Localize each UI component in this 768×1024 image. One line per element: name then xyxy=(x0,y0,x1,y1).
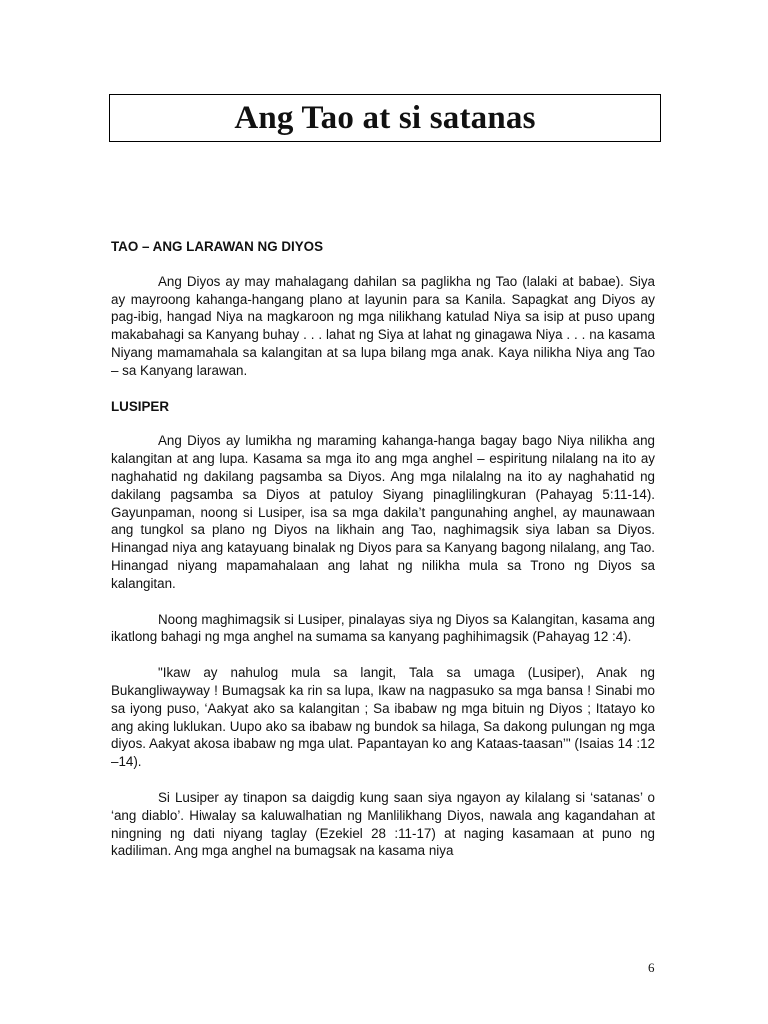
paragraph: Noong maghimagsik si Lusiper, pinalayas siya ng Diyos sa Kalangitan, kasama ang ikatlong bahagi ng mga anghel na sumama sa kanyang paghihimagsik (Pahayag 12 :4). xyxy=(111,611,655,645)
section-heading: LUSIPER xyxy=(111,398,170,414)
section-heading: TAO – ANG LARAWAN NG DIYOS xyxy=(111,239,324,254)
section-lusiper xyxy=(111,398,655,861)
paragraph: Ang Diyos ay may mahalagang dahilan sa paglikha ng Tao (lalaki at babae). Siya ay mayroong kahanga-hangang plano at layunin para sa Kanila. Sapagkat ang Diyos ay pag-ibig, hangad Niya na magkaroon ng mga nilikhang katulad Niya sa isip at puso upang makabahagi sa Kanyang buhay . . . lahat ng Siya at lahat ng ginagawa Niya . . . na kasama Niyang mamamahala sa kalangitan at sa lupa bilang mga anak. Kaya nilikha Niya ang Tao – sa Kanyang larawan. xyxy=(111,273,655,378)
quote-paragraph: "Ikaw ay nahulog mula sa langit, Tala sa umaga (Lusiper), Anak ng Bukangliwayway ! Bumagsak ka rin sa lupa, Ikaw na nagpasuko sa mga bansa ! Sinabi mo sa iyong puso, ‘Aakyat ako sa kalangitan ; Sa ibabaw ng mga bituin ng Diyos ; Itatayo ko ang aking luklukan. Uupo ako sa ibabaw ng bundok sa hilaga, Sa dakong pulungan ng mga diyos. Aakyat akosa ibabaw ng mga ulat. Papantayan ko ang Kataas-taasan’" (Isaias 14 :12 –14). xyxy=(111,665,655,770)
page-number: 6 xyxy=(648,960,655,975)
paragraph: Si Lusiper ay tinapon sa daigdig kung saan siya ngayon ay kilalang si ‘satanas’ o ‘ang diablo’. Hiwalay sa kaluwalhatian ng Manlilikhang Diyos, nawala ang kagandahan at ningning ng dati niyang taglay (Ezekiel 28 :11-17) at naging kasamaan at puno ng kadiliman. Ang mga anghel na bumagsak na kasama niya xyxy=(111,789,655,859)
paragraph: Ang Diyos ay lumikha ng maraming kahanga-hanga bagay bago Niya nilikha ang kalangitan at ang lupa. Kasama sa mga ito ang mga anghel – espiritung nilalang na ito ay naghahatid ng dakilang pagsamba sa Diyos. Ang mga nilalalng na ito ay naghahatid ng dakilang pagsamba sa Diyos at patuloy Siyang pinaglilingkuran (Pahayag 5:11-14). Gayunpaman, noong si Lusiper, isa sa mga dakila’t pangunahing anghel, ay maunawaan ang tungkol sa plano ng Diyos na likhain ang Tao, naghimagsik siya laban sa Diyos. Hinangad niya ang katayuang binalak ng Diyos para sa Kanyang bagong nilalang, ang Tao. Hinangad niyang mapamahalaan ang lahat ng nilikha mula sa Trono ng Diyos sa kalangitan. xyxy=(111,433,655,591)
section-tao xyxy=(111,238,655,380)
document-body xyxy=(111,238,655,860)
page-title: Ang Tao at si satanas xyxy=(234,99,536,136)
title-box xyxy=(109,94,661,142)
